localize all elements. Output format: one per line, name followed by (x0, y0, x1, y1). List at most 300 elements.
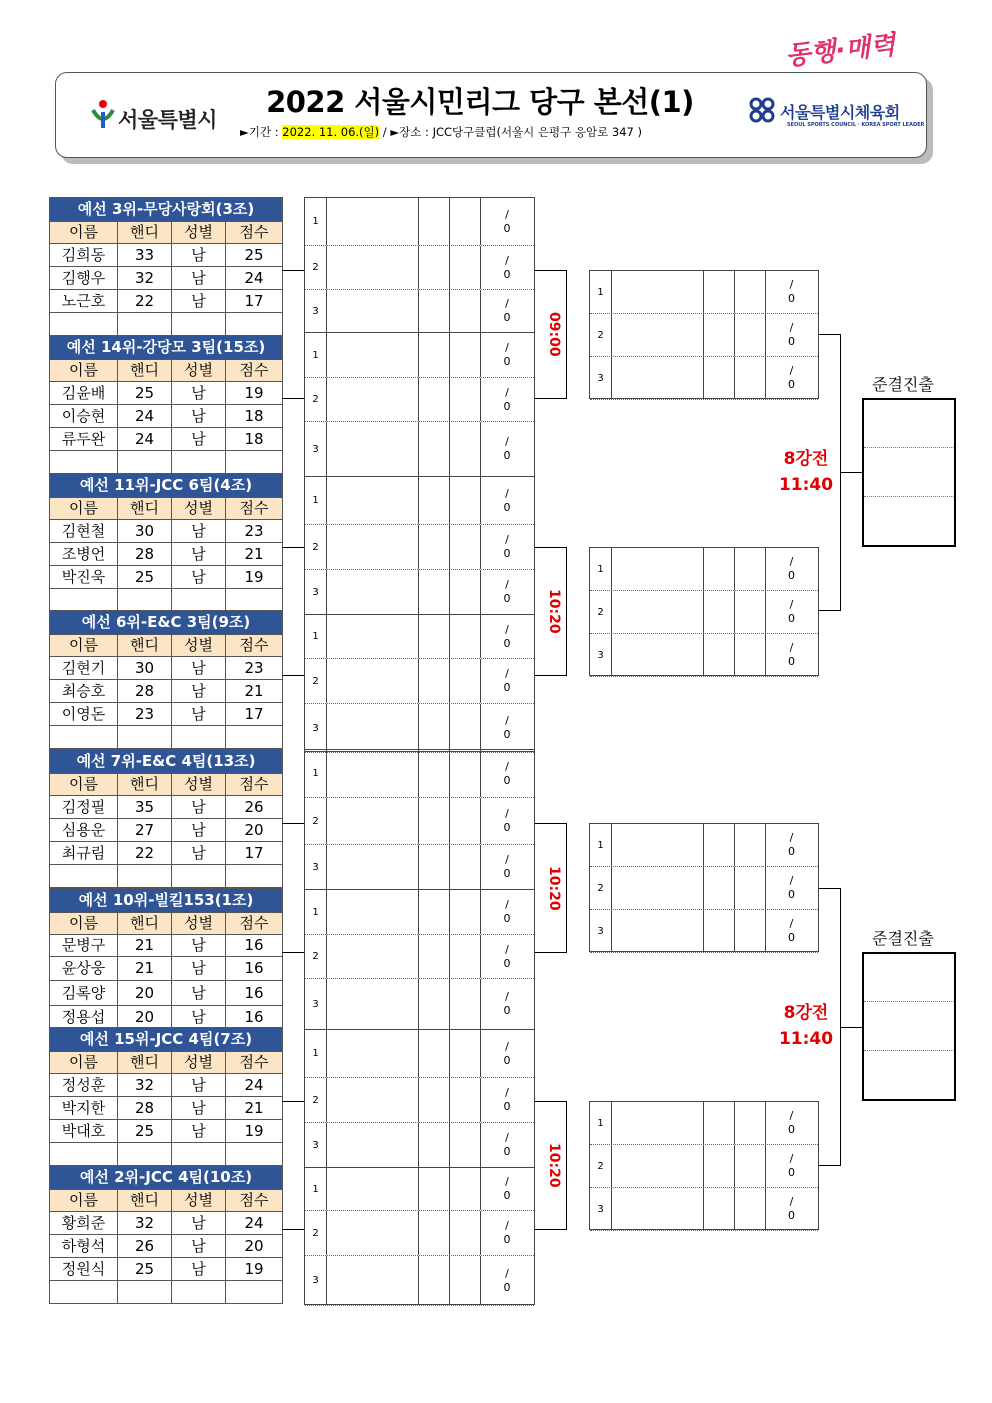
game-row (305, 1078, 534, 1123)
bracket-line (819, 334, 840, 335)
cell-divider (326, 1078, 327, 1122)
score-cell (480, 570, 534, 614)
semifinal-slot (864, 448, 954, 496)
cell-divider (449, 570, 450, 614)
bracket-line (819, 1165, 840, 1166)
bracket-line (282, 270, 304, 271)
match-time: 10:20 (546, 1143, 562, 1188)
score-value: 0 (503, 355, 511, 368)
team-table (49, 888, 283, 1030)
player-handicap: 25 (118, 382, 172, 405)
player-gender: 남 (172, 819, 226, 842)
column-header: 성별 (172, 913, 226, 935)
cell-divider (418, 1123, 419, 1167)
player-gender: 남 (172, 842, 226, 865)
player-handicap: 22 (118, 842, 172, 865)
game-number: 2 (305, 525, 327, 569)
cell-divider (611, 548, 612, 590)
cell-divider (734, 634, 735, 676)
game-number: 1 (305, 890, 327, 934)
score-value: 0 (503, 728, 511, 741)
player-gender (172, 313, 226, 336)
cell-divider (418, 798, 419, 844)
cell-divider (326, 422, 327, 476)
score-slash: / (505, 714, 509, 727)
player-score: 17 (226, 842, 283, 865)
score-slash: / (505, 1131, 509, 1144)
bracket-line (282, 952, 304, 953)
bracket-line (566, 547, 567, 676)
player-name (50, 451, 118, 474)
game-number: 3 (590, 910, 612, 952)
game-number: 1 (590, 1102, 612, 1144)
cell-divider (449, 1078, 450, 1122)
score-value: 0 (503, 399, 511, 413)
score-value: 0 (503, 592, 511, 605)
player-handicap (118, 589, 172, 612)
player-name: 심용운 (50, 819, 118, 842)
score-cell (480, 615, 534, 658)
semifinal-slot (864, 497, 954, 545)
game-row (590, 634, 818, 677)
score-value: 0 (503, 547, 511, 560)
column-header: 핸디 (118, 498, 172, 520)
cell-divider (703, 634, 704, 676)
city-logo-text: 서울특별시 (118, 108, 217, 132)
game-row (305, 525, 534, 570)
cell-divider (734, 1145, 735, 1187)
player-gender: 남 (172, 1235, 226, 1258)
score-slash: / (789, 1109, 794, 1122)
player-row (50, 1281, 283, 1304)
player-row (50, 267, 283, 290)
player-score: 18 (226, 428, 283, 451)
period-label: ►기간 : (240, 125, 283, 139)
bracket-line (535, 398, 566, 399)
game-number: 2 (305, 1211, 327, 1255)
column-header: 성별 (172, 222, 226, 244)
score-cell (765, 867, 818, 909)
score-cell (480, 477, 534, 524)
bracket-line (819, 888, 840, 889)
score-cell (765, 910, 818, 952)
score-value: 0 (788, 845, 795, 858)
semifinal-label: 준결진출 (872, 375, 934, 394)
player-handicap: 26 (118, 1235, 172, 1258)
quarterfinal-time: 11:40 (778, 475, 834, 495)
player-score (226, 589, 283, 612)
player-score: 26 (226, 796, 283, 819)
bracket-line (535, 952, 566, 953)
score-cell (480, 378, 534, 421)
column-header: 핸디 (118, 360, 172, 382)
semifinal-slot (864, 1002, 954, 1050)
semifinal-slot (864, 954, 954, 1002)
player-name: 김록양 (50, 981, 118, 1006)
cell-divider (703, 1188, 704, 1230)
team-title: 예선 11위-JCC 6팀(4조) (50, 474, 283, 498)
cell-divider (734, 591, 735, 633)
game-number: 3 (305, 1256, 327, 1305)
player-handicap: 22 (118, 290, 172, 313)
cell-divider (418, 378, 419, 421)
bracket-line (282, 398, 304, 399)
score-value: 0 (503, 867, 511, 880)
player-row (50, 428, 283, 451)
player-gender: 남 (172, 543, 226, 566)
quarterfinal-label (772, 446, 840, 498)
team-title: 예선 7위-E&C 4팀(13조) (50, 750, 283, 774)
sports-council-logo-icon (748, 96, 776, 124)
cell-divider (611, 1145, 612, 1187)
slogan-logo: 동행·매력 (783, 30, 897, 72)
score-slash: / (505, 667, 509, 680)
game-row (305, 890, 534, 935)
player-row (50, 1212, 283, 1235)
player-name: 황희준 (50, 1212, 118, 1235)
player-gender: 남 (172, 1258, 226, 1281)
player-gender: 남 (172, 1097, 226, 1120)
game-number: 2 (590, 867, 612, 909)
quarterfinal-time: 11:40 (778, 1029, 834, 1049)
player-score: 19 (226, 1258, 283, 1281)
score-value: 0 (788, 888, 795, 901)
score-cell (480, 246, 534, 289)
column-header: 이름 (50, 222, 118, 244)
score-cell (480, 333, 534, 377)
sports-council-subtitle: SEOUL SPORTS COUNCIL · KOREA SPORT LEADER (787, 122, 925, 128)
game-row (590, 271, 818, 314)
player-gender: 남 (172, 957, 226, 981)
game-number: 1 (590, 824, 612, 866)
player-gender: 남 (172, 566, 226, 589)
score-value: 0 (503, 1189, 511, 1202)
score-cell (765, 1102, 818, 1144)
cell-divider (734, 910, 735, 952)
score-value: 0 (503, 1100, 511, 1113)
score-slash: / (505, 1219, 509, 1232)
bracket-line (840, 1027, 862, 1028)
column-header: 점수 (226, 635, 283, 657)
column-header: 핸디 (118, 913, 172, 935)
game-number: 2 (305, 246, 327, 289)
column-header: 점수 (226, 1190, 283, 1212)
cell-divider (449, 704, 450, 752)
game-number: 1 (305, 615, 327, 658)
game-row (305, 1211, 534, 1256)
cell-divider (449, 1256, 450, 1305)
player-row (50, 1120, 283, 1143)
game-number: 3 (590, 1188, 612, 1230)
game-row (305, 615, 534, 659)
player-name (50, 865, 118, 888)
cell-divider (449, 477, 450, 524)
game-number: 2 (590, 314, 612, 356)
score-slash: / (505, 1266, 509, 1280)
round2-match-4 (589, 1101, 819, 1230)
player-name (50, 313, 118, 336)
player-score: 19 (226, 1120, 283, 1143)
player-gender (172, 589, 226, 612)
cell-divider (703, 824, 704, 866)
cell-divider (734, 314, 735, 356)
game-row (305, 979, 534, 1030)
game-row (305, 477, 534, 525)
cell-divider (418, 570, 419, 614)
team-table (49, 1165, 283, 1304)
column-header: 점수 (226, 360, 283, 382)
cell-divider (449, 890, 450, 934)
player-handicap: 25 (118, 1258, 172, 1281)
player-gender: 남 (172, 680, 226, 703)
player-score (226, 1281, 283, 1304)
bracket-line (566, 1101, 567, 1230)
round1-matches-bottom (304, 749, 535, 1305)
cell-divider (418, 290, 419, 332)
game-row (590, 548, 818, 591)
score-value: 0 (788, 1209, 795, 1222)
player-handicap: 21 (118, 957, 172, 981)
score-cell (765, 591, 818, 633)
cell-divider (326, 798, 327, 844)
score-slash: / (789, 1152, 794, 1165)
game-number: 1 (590, 548, 612, 590)
score-slash: / (505, 486, 509, 500)
player-gender: 남 (172, 1120, 226, 1143)
player-score (226, 865, 283, 888)
game-number: 3 (590, 634, 612, 676)
column-header: 성별 (172, 635, 226, 657)
player-handicap (118, 1143, 172, 1166)
player-row (50, 935, 283, 957)
score-cell (765, 271, 818, 313)
bracket-line (535, 1229, 566, 1230)
score-value: 0 (788, 335, 795, 348)
player-row (50, 1074, 283, 1097)
player-handicap: 20 (118, 1006, 172, 1030)
player-gender: 남 (172, 1212, 226, 1235)
bracket-line (282, 1229, 304, 1230)
score-cell (480, 1030, 534, 1077)
player-row (50, 726, 283, 749)
score-slash: / (789, 598, 794, 611)
bracket-line (535, 675, 566, 676)
player-score (226, 726, 283, 749)
player-name (50, 589, 118, 612)
score-slash: / (505, 990, 509, 1003)
game-row (305, 570, 534, 615)
score-slash: / (505, 1086, 509, 1099)
cell-divider (449, 845, 450, 889)
player-name: 정원식 (50, 1258, 118, 1281)
score-slash: / (505, 341, 509, 354)
player-score: 21 (226, 1097, 283, 1120)
game-number: 2 (305, 378, 327, 421)
player-gender (172, 451, 226, 474)
column-header: 이름 (50, 1052, 118, 1074)
score-cell (765, 824, 818, 866)
score-slash: / (505, 898, 509, 911)
cell-divider (449, 798, 450, 844)
score-slash: / (789, 641, 794, 654)
game-row (305, 750, 534, 798)
bracket-line (535, 270, 566, 271)
cell-divider (449, 750, 450, 797)
score-value: 0 (788, 612, 795, 625)
score-slash: / (789, 321, 794, 334)
game-number: 1 (305, 198, 327, 245)
player-gender: 남 (172, 1006, 226, 1030)
cell-divider (734, 1188, 735, 1230)
game-number: 2 (590, 1145, 612, 1187)
player-gender (172, 1143, 226, 1166)
venue-value: JCC당구클럽(서울시 은평구 응암로 347 ) (432, 125, 643, 139)
player-gender: 남 (172, 382, 226, 405)
score-cell (480, 979, 534, 1029)
game-row (305, 659, 534, 704)
cell-divider (734, 824, 735, 866)
player-handicap (118, 865, 172, 888)
score-value: 0 (503, 311, 511, 324)
cell-divider (734, 271, 735, 313)
cell-divider (326, 750, 327, 797)
player-handicap (118, 1281, 172, 1304)
cell-divider (418, 750, 419, 797)
player-handicap: 32 (118, 1212, 172, 1235)
score-value: 0 (503, 1004, 511, 1017)
score-cell (480, 750, 534, 797)
game-number: 2 (305, 798, 327, 844)
game-number: 3 (590, 357, 612, 399)
column-header: 성별 (172, 1190, 226, 1212)
score-cell (480, 798, 534, 844)
quarterfinal-round: 8강전 (783, 449, 829, 469)
player-handicap: 21 (118, 935, 172, 957)
cell-divider (449, 422, 450, 476)
player-row (50, 451, 283, 474)
cell-divider (418, 525, 419, 569)
match-time: 10:20 (546, 865, 562, 911)
game-number: 3 (305, 422, 327, 476)
score-value: 0 (503, 821, 511, 834)
score-slash: / (505, 207, 509, 221)
round1-matches-top (304, 197, 535, 752)
player-handicap: 25 (118, 1120, 172, 1143)
player-row (50, 796, 283, 819)
cell-divider (611, 314, 612, 356)
player-handicap: 28 (118, 543, 172, 566)
score-cell (765, 1188, 818, 1230)
player-handicap: 27 (118, 819, 172, 842)
cell-divider (326, 1211, 327, 1255)
cell-divider (418, 1030, 419, 1077)
score-slash: / (505, 297, 509, 310)
score-value: 0 (788, 1123, 795, 1136)
column-header: 점수 (226, 774, 283, 796)
player-name: 박대호 (50, 1120, 118, 1143)
player-score (226, 1143, 283, 1166)
player-name: 김현기 (50, 657, 118, 680)
score-value: 0 (503, 1053, 511, 1067)
cell-divider (326, 845, 327, 889)
player-row (50, 520, 283, 543)
score-cell (480, 422, 534, 476)
cell-divider (703, 867, 704, 909)
player-score: 25 (226, 244, 283, 267)
round2-match-2 (589, 547, 819, 676)
player-handicap (118, 451, 172, 474)
player-handicap: 35 (118, 796, 172, 819)
column-header: 이름 (50, 498, 118, 520)
page-title: 2022 서울시민리그 당구 본선(1) (266, 85, 694, 119)
game-number: 2 (305, 1078, 327, 1122)
score-value: 0 (788, 292, 795, 305)
game-number: 3 (305, 845, 327, 889)
team-table (49, 335, 283, 474)
column-header: 성별 (172, 1052, 226, 1074)
player-name: 김희동 (50, 244, 118, 267)
game-row (305, 378, 534, 422)
cell-divider (326, 570, 327, 614)
score-value: 0 (503, 912, 511, 925)
player-handicap: 32 (118, 267, 172, 290)
player-gender: 남 (172, 267, 226, 290)
game-row (305, 422, 534, 477)
cell-divider (418, 1078, 419, 1122)
player-row (50, 703, 283, 726)
cell-divider (326, 659, 327, 703)
player-row (50, 566, 283, 589)
cell-divider (418, 1256, 419, 1305)
semifinal-label: 준결진출 (872, 929, 934, 948)
player-handicap: 30 (118, 520, 172, 543)
player-row (50, 842, 283, 865)
player-gender (172, 1281, 226, 1304)
bracket-line (535, 1101, 566, 1102)
player-name: 최승호 (50, 680, 118, 703)
score-cell (480, 525, 534, 569)
bracket-line (282, 823, 304, 824)
score-cell (765, 314, 818, 356)
player-row (50, 589, 283, 612)
column-header: 이름 (50, 1190, 118, 1212)
player-gender: 남 (172, 703, 226, 726)
cell-divider (449, 659, 450, 703)
cell-divider (611, 634, 612, 676)
game-number: 2 (305, 935, 327, 978)
cell-divider (449, 1211, 450, 1255)
score-cell (480, 290, 534, 332)
player-score: 24 (226, 267, 283, 290)
quarterfinal-round: 8강전 (783, 1003, 829, 1023)
game-row (305, 1030, 534, 1078)
player-handicap: 32 (118, 1074, 172, 1097)
round2-match-3 (589, 823, 819, 952)
player-gender: 남 (172, 428, 226, 451)
player-row (50, 290, 283, 313)
column-header: 이름 (50, 774, 118, 796)
player-gender: 남 (172, 935, 226, 957)
cell-divider (703, 548, 704, 590)
sports-council-name: 서울특별시체육회 (780, 103, 900, 122)
score-slash: / (789, 831, 794, 844)
team-title: 예선 6위-E&C 3팀(9조) (50, 611, 283, 635)
column-header: 성별 (172, 360, 226, 382)
cell-divider (449, 979, 450, 1029)
bracket-line (566, 823, 567, 953)
player-gender: 남 (172, 405, 226, 428)
game-row (590, 314, 818, 357)
